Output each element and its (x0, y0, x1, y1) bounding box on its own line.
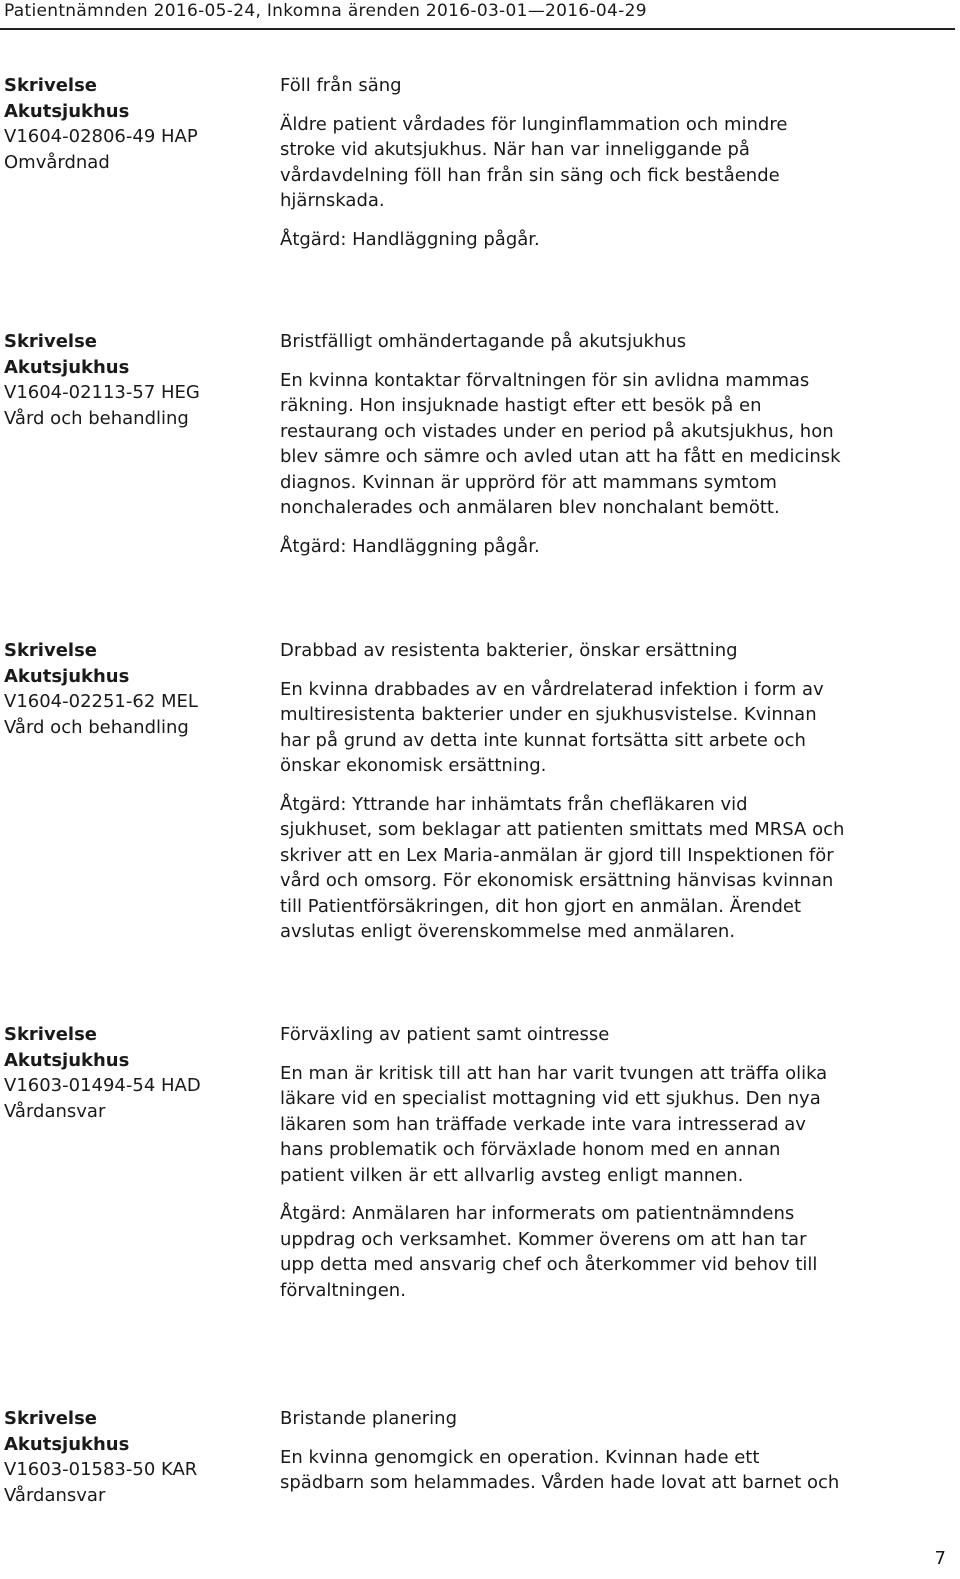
case-kind: Skrivelse (4, 75, 98, 96)
case-category: Vård och behandling (4, 716, 189, 738)
case-category: Vårdansvar (4, 1100, 106, 1122)
case-title: Bristfälligt omhändertagande på akutsjukhus (280, 331, 687, 352)
case-content (280, 1022, 952, 1303)
case-meta (4, 73, 264, 175)
case-content (280, 1406, 952, 1509)
case-reference: V1603-01583-50 KAR (4, 1459, 198, 1480)
case-reference: V1603-01494-54 HAD (4, 1075, 201, 1096)
case-meta (4, 1022, 264, 1124)
page-number: 7 (934, 1548, 946, 1569)
case-reference: V1604-02251-62 MEL (4, 691, 198, 712)
case-category: Vård och behandling (4, 407, 189, 429)
case-action: Åtgärd: Handläggning pågår. (280, 228, 540, 250)
case-kind: Skrivelse (4, 1024, 98, 1045)
page-header (0, 0, 955, 30)
case-description: En kvinna drabbades av en vårdrelaterad infektion i form av multiresistenta bakterier under en sjukhusvistelse. Kvinnan har på grund av detta inte kunnat fortsätta sitt arbete och önskar ekonomisk ersättning. (280, 678, 824, 776)
case-place: Akutsjukhus (4, 356, 130, 378)
case-action: Åtgärd: Yttrande har inhämtats från chefläkaren vid sjukhuset, som beklagar att patienten smittats med MRSA och skriver att en Lex Maria-anmälan är gjord till Inspektionen för vård och omsorg. För ekonomisk ersättning hänvisas kvinnan till Patientförsäkringen, dit hon gjort en anmälan. Ärendet avslutas enligt överenskommelse med anmälaren. (280, 793, 845, 942)
case-meta (4, 638, 264, 740)
case-reference: V1604-02806-49 HAP (4, 126, 198, 147)
case-title: Drabbad av resistenta bakterier, önskar ersättning (280, 640, 738, 661)
case-title: Föll från säng (280, 75, 402, 96)
header-text: Patientnämnden 2016-05-24, Inkomna ärenden 2016-03-01—2016-04-29 (4, 1, 647, 21)
case-place: Akutsjukhus (4, 1433, 130, 1455)
case-description: En kvinna kontaktar förvaltningen för sin avlidna mammas räkning. Hon insjuknade hastigt efter ett besök på en restaurang och vistades under en period på akutsjukhus, hon blev sämre och sämre och avled utan att ha fått en medicinsk diagnos. Kvinnan är upprörd för att mammans symtom nonchalerades och anmälaren blev nonchalant bemött. (280, 369, 841, 518)
case-place: Akutsjukhus (4, 1049, 130, 1071)
case-reference: V1604-02113-57 HEG (4, 382, 200, 403)
case-content (280, 329, 952, 559)
case-content (280, 638, 952, 945)
case-description: Äldre patient vårdades för lunginflammation och mindre stroke vid akutsjukhus. När han var inneliggande på vårdavdelning föll han från sin säng och fick bestående hjärnskada. (280, 113, 788, 211)
case-title: Bristande planering (280, 1408, 458, 1429)
case-description: En kvinna genomgick en operation. Kvinnan hade ett spädbarn som helammades. Vården hade lovat att barnet och (280, 1446, 840, 1493)
case-place: Akutsjukhus (4, 100, 130, 122)
case-action: Åtgärd: Anmälaren har informerats om patientnämndens uppdrag och verksamhet. Kommer överens om att han tar upp detta med ansvarig chef och återkommer vid behov till förvaltningen. (280, 1203, 818, 1301)
case-meta (4, 1406, 264, 1508)
case-kind: Skrivelse (4, 640, 98, 661)
case-kind: Skrivelse (4, 1408, 98, 1429)
case-title: Förväxling av patient samt ointresse (280, 1024, 610, 1045)
case-category: Vårdansvar (4, 1484, 106, 1506)
case-description: En man är kritisk till att han har varit tvungen att träffa olika läkare vid en specialist mottagning vid ett sjukhus. Den nya läkaren som han träffade verkade inte vara intresserad av hans problematik och förväxlade honom med en annan patient vilken är ett allvarlig avsteg enligt mannen. (280, 1062, 828, 1186)
case-meta (4, 329, 264, 431)
case-action: Åtgärd: Handläggning pågår. (280, 535, 540, 557)
case-content (280, 73, 952, 252)
case-category: Omvårdnad (4, 151, 110, 173)
case-kind: Skrivelse (4, 331, 98, 352)
case-place: Akutsjukhus (4, 665, 130, 687)
